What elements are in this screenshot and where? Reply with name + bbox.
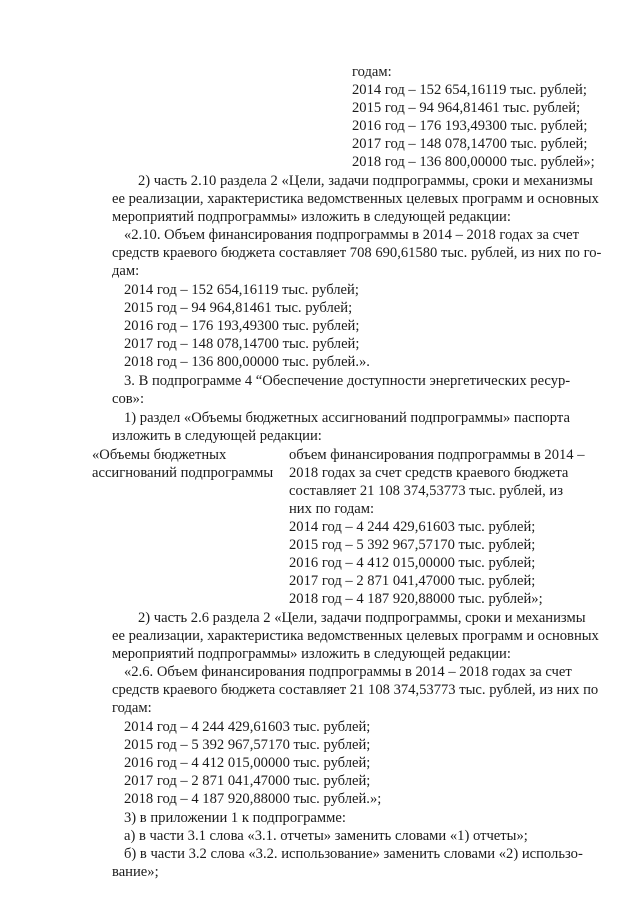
table-right-cell: 2018 годах за счет средств краевого бюджета (289, 465, 569, 481)
text-line: годам: (112, 700, 152, 716)
table-right-cell: них по годам: (289, 501, 375, 517)
text-line: 2015 год – 5 392 967,57170 тыс. рублей; (124, 737, 371, 753)
table-left-cell: «Объемы бюджетных (92, 447, 227, 463)
text-line: 2015 год – 94 964,81461 тыс. рублей; (124, 300, 353, 316)
text-line: дам: (112, 263, 140, 279)
table-right-cell: объем финансирования подпрограммы в 2014 – (289, 447, 585, 463)
table-left-cell: ассигнований подпрограммы (92, 465, 274, 481)
text-line: 2017 год – 148 078,14700 тыс. рублей; (352, 136, 588, 152)
text-line: ее реализации, характеристика ведомственных целевых программ и основных (112, 191, 599, 207)
text-line: 2017 год – 2 871 041,47000 тыс. рублей; (124, 773, 371, 789)
table-right-cell: 2018 год – 4 187 920,88000 тыс. рублей»; (289, 591, 543, 607)
text-line: 2014 год – 152 654,16119 тыс. рублей; (352, 82, 587, 98)
text-line: мероприятий подпрограммы» изложить в следующей редакции: (112, 209, 511, 225)
text-line: 2016 год – 4 412 015,00000 тыс. рублей; (124, 755, 371, 771)
table-right-cell: 2014 год – 4 244 429,61603 тыс. рублей; (289, 519, 536, 535)
table-right-cell: 2016 год – 4 412 015,00000 тыс. рублей; (289, 555, 536, 571)
text-line: 2018 год – 4 187 920,88000 тыс. рублей.»; (124, 791, 382, 807)
text-line: 3. В подпрограмме 4 “Обеспечение доступности энергетических ресур- (124, 373, 571, 389)
table-right-cell: 2017 год – 2 871 041,47000 тыс. рублей; (289, 573, 536, 589)
text-line: 3) в приложении 1 к подпрограмме: (124, 810, 346, 826)
text-line: средств краевого бюджета составляет 21 108 374,53773 тыс. рублей, из них по (112, 682, 599, 698)
text-line: сов»: (112, 391, 145, 407)
text-line: а) в части 3.1 слова «3.1. отчеты» заменить словами «1) отчеты»; (124, 828, 528, 844)
text-line: 2018 год – 136 800,00000 тыс. рублей»; (352, 154, 595, 170)
text-line: 1) раздел «Объемы бюджетных ассигнований подпрограммы» паспорта (124, 410, 570, 426)
text-line: вание»; (112, 864, 159, 880)
text-line: 2) часть 2.6 раздела 2 «Цели, задачи подпрограммы, сроки и механизмы (138, 610, 586, 626)
text-line: средств краевого бюджета составляет 708 690,61580 тыс. рублей, из них по го- (112, 245, 602, 261)
text-line: б) в части 3.2 слова «3.2. использование» заменить словами «2) использо- (124, 846, 583, 862)
text-line: 2) часть 2.10 раздела 2 «Цели, задачи подпрограммы, сроки и механизмы (138, 173, 593, 189)
text-line: «2.6. Объем финансирования подпрограммы в 2014 – 2018 годах за счет (124, 664, 572, 680)
text-line: мероприятий подпрограммы» изложить в следующей редакции: (112, 646, 511, 662)
text-line: «2.10. Объем финансирования подпрограммы в 2014 – 2018 годах за счет (124, 227, 580, 243)
text-line: 2016 год – 176 193,49300 тыс. рублей; (124, 318, 360, 334)
text-line: изложить в следующей редакции: (112, 428, 322, 444)
text-line: 2014 год – 152 654,16119 тыс. рублей; (124, 282, 359, 298)
text-line: годам: (352, 64, 392, 80)
text-line: 2015 год – 94 964,81461 тыс. рублей; (352, 100, 581, 116)
text-line: 2016 год – 176 193,49300 тыс. рублей; (352, 118, 588, 134)
text-line: ее реализации, характеристика ведомственных целевых программ и основных (112, 628, 599, 644)
table-right-cell: 2015 год – 5 392 967,57170 тыс. рублей; (289, 537, 536, 553)
text-line: 2018 год – 136 800,00000 тыс. рублей.». (124, 354, 370, 370)
table-right-cell: составляет 21 108 374,53773 тыс. рублей, из (289, 483, 563, 499)
text-line: 2017 год – 148 078,14700 тыс. рублей; (124, 336, 360, 352)
text-line: 2014 год – 4 244 429,61603 тыс. рублей; (124, 719, 371, 735)
